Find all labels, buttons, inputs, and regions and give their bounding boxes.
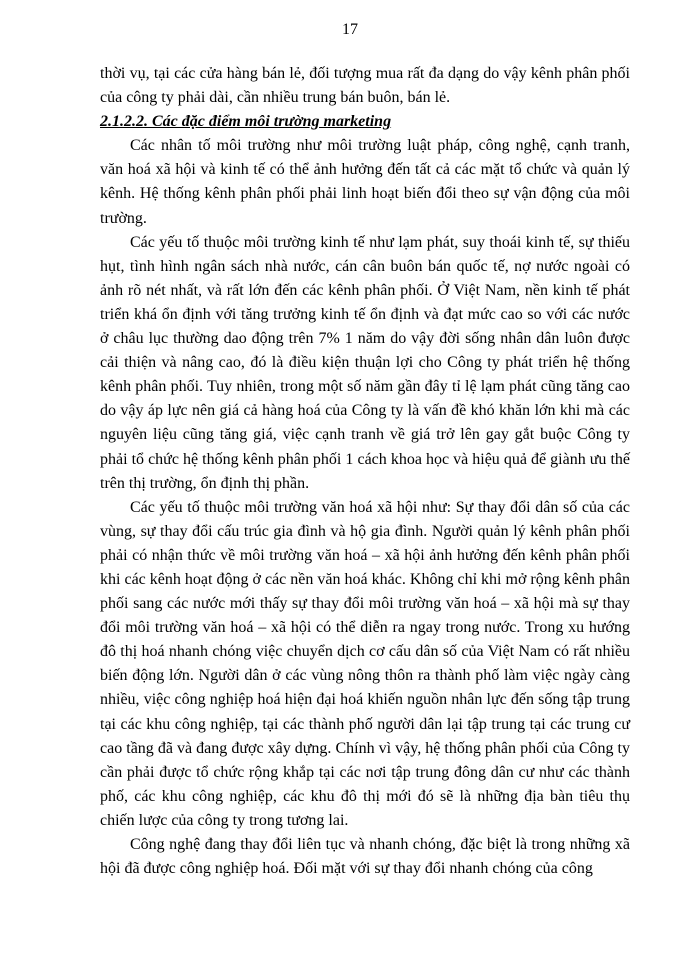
paragraph-economic-factors: Các yếu tố thuộc môi trường kinh tế như lạm phát, suy thoái kinh tế, sự thiếu hụt, tình hình ngân sách nhà nước, cán cân buôn bán quốc tế, nợ nước ngoài có ảnh rõ nét nhất, và rất lớn đến các kênh phân phối. Ở Việt Nam, nền kinh tế phát triển khá ổn định với tăng trưởng kinh tế ổn định và đạt mức cao so với các nước ở châu lục thường dao động trên 7% 1 năm do vậy đời sống nhân dân luôn được cải thiện và nâng cao, đó là điều kiện thuận lợi cho Công ty phát triển hệ thống kênh phân phối. Tuy nhiên, trong một số năm gần đây tỉ lệ lạm phát cũng tăng cao do vậy áp lực nên giá cả hàng hoá của Công ty là vấn đề khó khăn lớn khi mà các nguyên liệu cũng tăng giá, việc cạnh tranh về giá trở lên gay gắt buộc Công ty phải tổ chức hệ thống kênh phân phối 1 cách khoa học và hiệu quả để giành ưu thế trên thị trường, ổn định thị phần. (100, 233, 630, 492)
page-number: 17 (342, 21, 358, 38)
document-body (100, 62, 630, 881)
paragraph-continuation: thời vụ, tại các cửa hàng bán lẻ, đối tượng mua rất đa dạng do vậy kênh phân phối của công ty phải dài, cần nhiều trung bán buôn, bán lẻ. (100, 65, 630, 107)
paragraph-socio-cultural-factors: Các yếu tố thuộc môi trường văn hoá xã hội như: Sự thay đổi dân số của các vùng, sự thay đổi cấu trúc gia đình và hộ gia đình. Người quản lý kênh phân phối phải có nhận thức về môi trường văn hoá – xã hội ảnh hưởng đến kênh phân phối khi các kênh hoạt động ở các nền văn hoá khác. Không chỉ khi mở rộng kênh phân phối sang các nước mới thấy sự thay đổi môi trường văn hoá – xã hội mà sự thay đổi môi trường văn hoá – xã hội có thể diễn ra ngay trong nước. Trong xu hướng đô thị hoá nhanh chóng việc chuyển dịch cơ cấu dân số của Việt Nam có rất nhiều biến động lớn. Người dân ở các vùng nông thôn ra thành phố làm việc ngày càng nhiều, việc công nghiệp hoá hiện đại hoá khiến nguồn nhân lực đến sống tập trung tại các khu công nghiệp, tại các thành phố người dân lại tập trung tại các trung cư cao tầng đã và đang được xây dựng. Chính vì vậy, hệ thống phân phối của Công ty cần phải được tổ chức rộng khắp tại các nơi tập trung đông dân cư như các thành phố, các khu công nghiệp, các khu đô thị mới đó sẽ là những địa bàn tiêu thụ chiến lược của công ty trong tương lai. (100, 498, 630, 829)
paragraph-technology-factors: Công nghệ đang thay đổi liên tục và nhanh chóng, đặc biệt là trong những xã hội đã được công nghiệp hoá. Đối mặt với sự thay đổi nhanh chóng của công (100, 836, 630, 878)
paragraph-environment-factors: Các nhân tố môi trường như môi trường luật pháp, công nghệ, cạnh tranh, văn hoá xã hội và kinh tế có thể ảnh hưởng đến tất cả các mặt tổ chức và quản lý kênh. Hệ thống kênh phân phối phải linh hoạt biến đổi theo sự vận động của môi trường. (100, 137, 630, 227)
section-heading-text: 2.1.2.2. Các đặc điểm môi trường marketing (100, 113, 392, 131)
section-heading (100, 110, 630, 134)
